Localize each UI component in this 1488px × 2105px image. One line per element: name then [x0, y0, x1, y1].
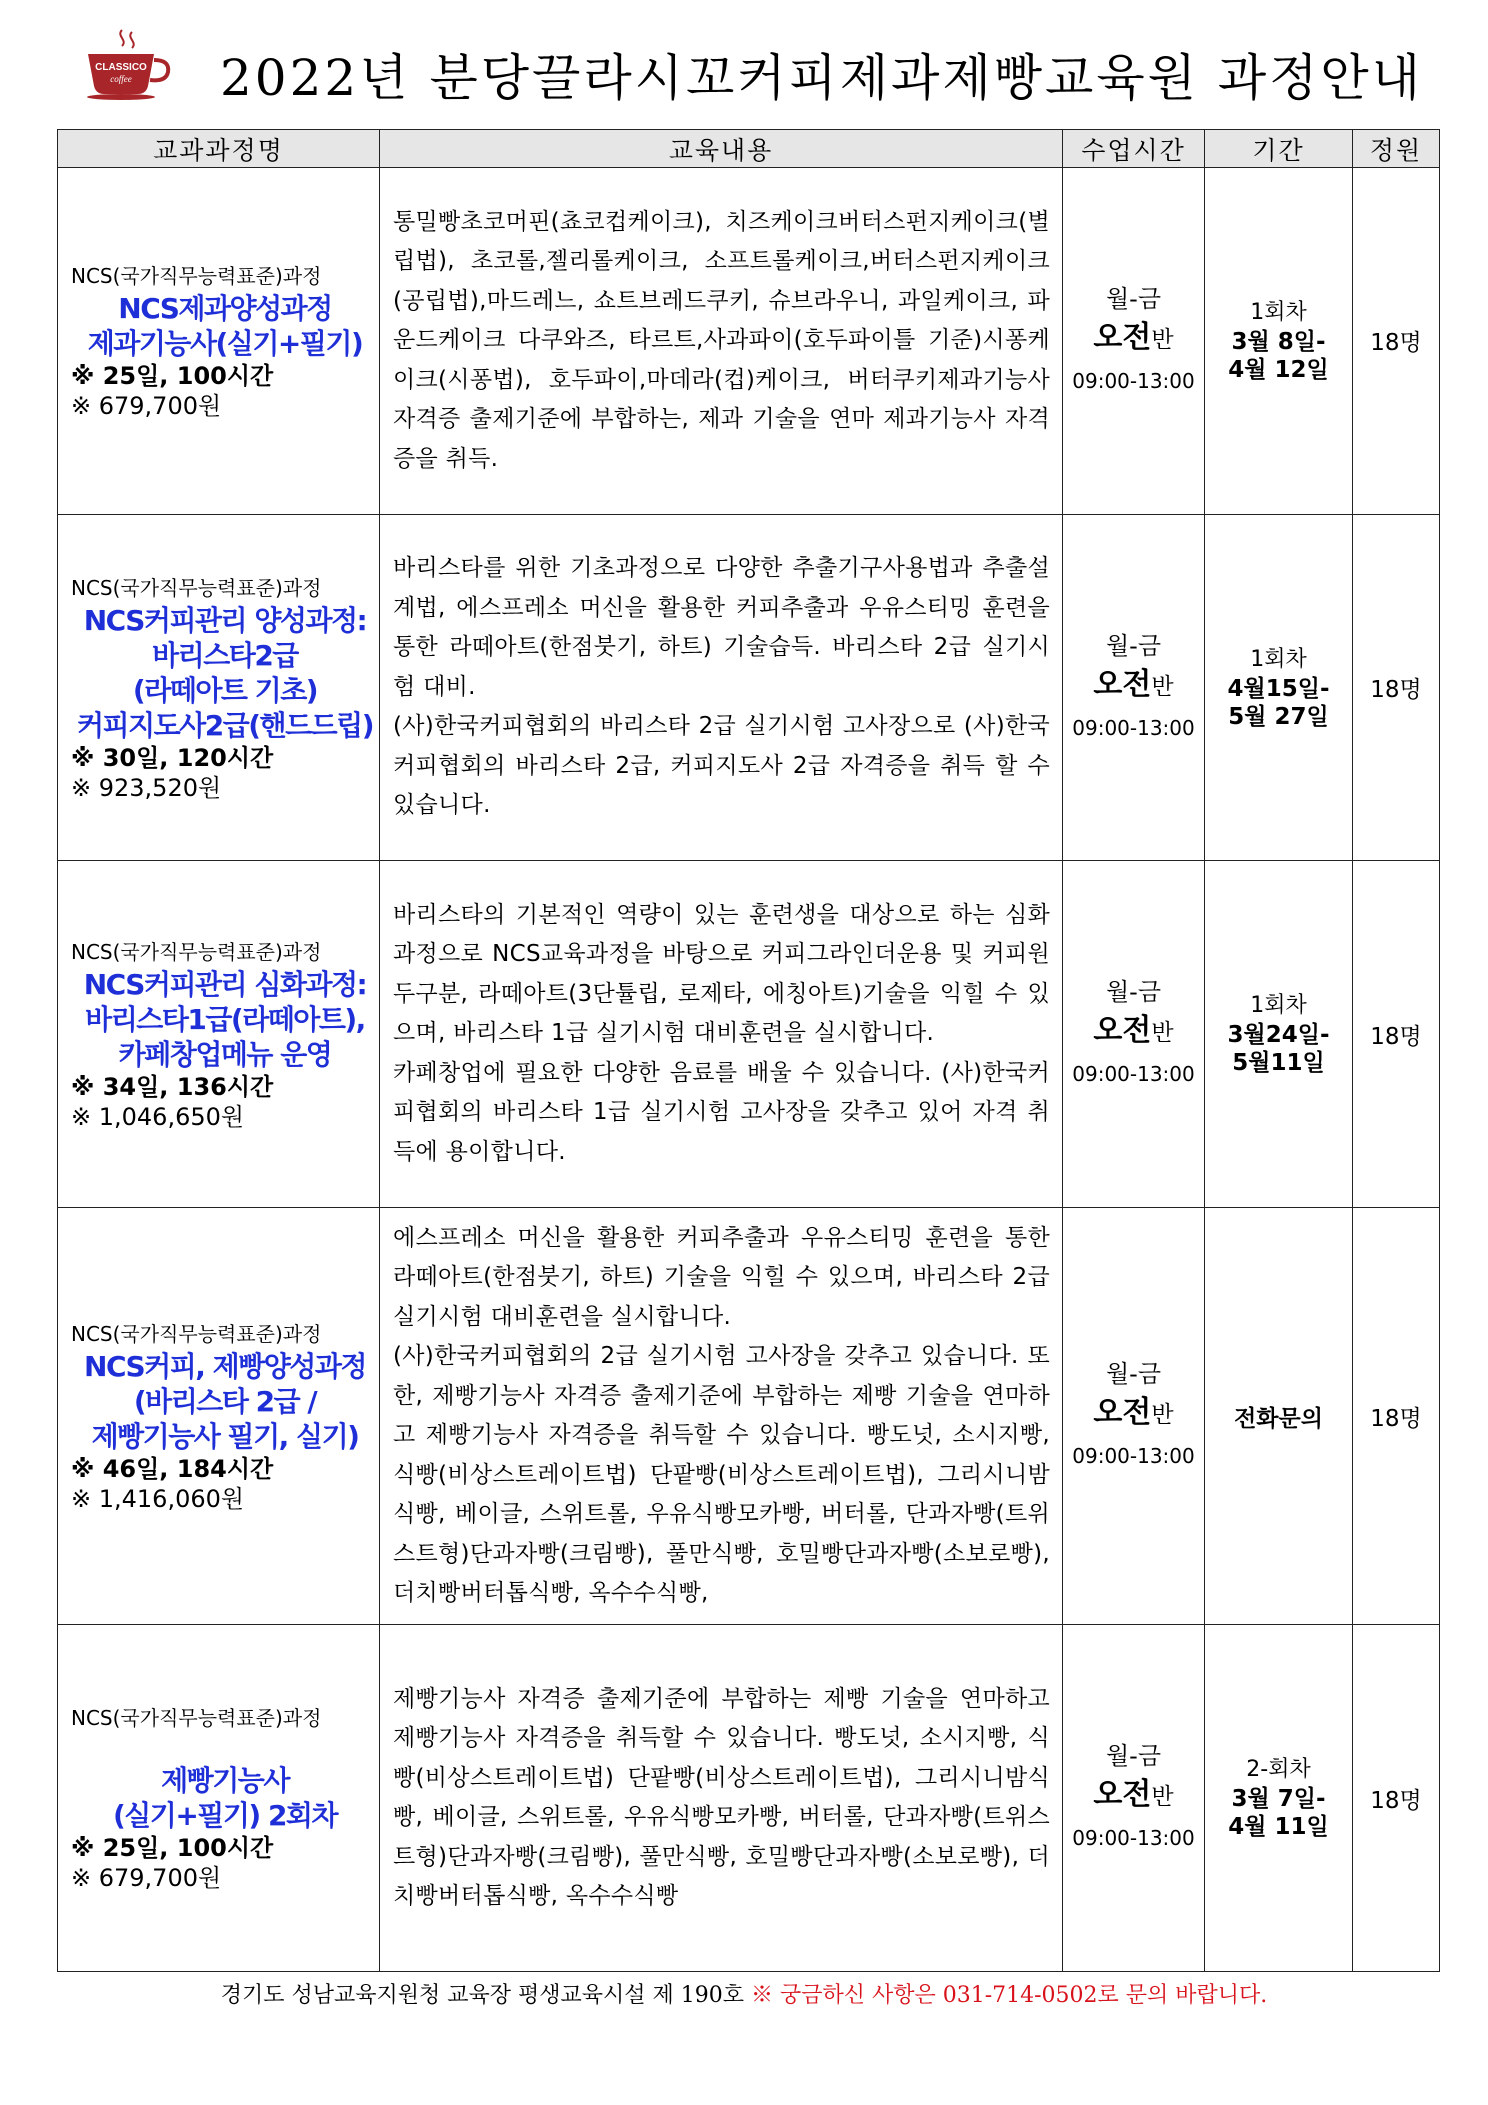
course-duration: ※ 30일, 120시간 — [71, 743, 274, 772]
course-title: 제빵기능사 (실기+필기) 2회차 — [112, 1764, 338, 1833]
course-name-cell — [58, 168, 380, 515]
course-title: NCS제과양성과정 제과기능사(실기+필기) — [87, 291, 363, 360]
course-table — [57, 129, 1440, 1972]
course-duration: ※ 34일, 136시간 — [71, 1072, 274, 1101]
course-description-cell — [380, 168, 1063, 515]
contact-note: ※ 궁금하신 사항은 031-714-0502로 문의 바랍니다. — [750, 1983, 1268, 2008]
phone-inquiry: 전화문의 — [1234, 1405, 1323, 1432]
course-round: 2-회차 — [1246, 1757, 1311, 1783]
class-session: 오전반 — [1093, 1777, 1174, 1813]
capacity-cell: 18명 — [1353, 514, 1440, 861]
capacity-cell: 18명 — [1353, 1625, 1440, 1972]
course-description-cell — [380, 514, 1063, 861]
course-round: 1회차 — [1250, 299, 1307, 325]
column-header-content: 교육내용 — [380, 130, 1063, 168]
table-row — [58, 1208, 1440, 1625]
course-price: ※ 1,416,060원 — [71, 1484, 245, 1513]
course-title: NCS커피관리 양성과정: 바리스타2급 (라떼아트 기초) 커피지도사2급(핸드드립) — [76, 603, 374, 742]
course-price: ※ 1,046,650원 — [71, 1102, 245, 1131]
course-duration: ※ 25일, 100시간 — [71, 361, 274, 390]
ncs-label: NCS(국가직무능력표준)과정 — [71, 1321, 322, 1346]
svg-text:coffee: coffee — [110, 74, 132, 84]
class-days: 월-금 — [1105, 631, 1162, 660]
course-title: NCS커피, 제빵양성과정 (바리스타 2급 / 제빵기능사 필기, 실기) — [84, 1349, 366, 1453]
course-dates: 3월24일- 5월11일 — [1227, 1022, 1330, 1077]
class-time-cell — [1063, 861, 1205, 1208]
table-row — [58, 1625, 1440, 1972]
course-description: 바리스타를 위한 기초과정으로 다양한 추출기구사용법과 추출설계법, 에스프레소 머신을 활용한 커피추출과 우유스티밍 훈련을 통한 라떼아트(한점붓기, 하트) 기술습득. 바리스타 2급 실기시험 대비. — [393, 555, 1050, 700]
period-cell — [1205, 514, 1353, 861]
class-hours: 09:00-13:00 — [1072, 368, 1195, 393]
page-title: 2022년 분당끌라시꼬커피제과제빵교육원 과정안내 — [220, 49, 1424, 107]
course-dates: 3월 7일- 4월 11일 — [1228, 1786, 1329, 1841]
course-round: 1회차 — [1250, 993, 1307, 1019]
period-cell — [1205, 168, 1353, 515]
ncs-label: NCS(국가직무능력표준)과정 — [71, 575, 322, 600]
class-hours: 09:00-13:00 — [1072, 1062, 1195, 1087]
classico-coffee-logo — [82, 28, 174, 102]
class-time-cell — [1063, 168, 1205, 515]
class-time-cell — [1063, 1208, 1205, 1625]
course-dates: 3월 8일- 4월 12일 — [1228, 328, 1329, 383]
ncs-label: NCS(국가직무능력표준)과정 — [71, 263, 322, 288]
course-dates: 4월15일- 5월 27일 — [1227, 675, 1330, 730]
class-session: 오전반 — [1093, 1395, 1174, 1431]
period-cell — [1205, 1625, 1353, 1972]
table-row — [58, 168, 1440, 515]
course-description: 바리스타의 기본적인 역량이 있는 훈련생을 대상으로 하는 심화과정으로 NCS교육과정을 바탕으로 커피그라인더운용 및 커피원두구분, 라떼아트(3단튤립, 로제타, 에칭아트)기술을 익힐 수 있으며, 바리스타 1급 실기시험 대비훈련을 실시합니다. — [393, 901, 1050, 1047]
course-description: 제빵기능사 자격증 출제기준에 부합하는 제빵 기술을 연마하고 제빵기능사 자격증을 취득할 수 있습니다. 빵도넛, 소시지빵, 식빵(비상스트레이트법) 단팥빵(비상스트레이트법), 그리시니밤식빵, 베이글, 스위트롤, 우유식빵모카빵, 버터롤, 단과자빵(트위스트형)단과자빵(크림빵), 풀만식빵, 호밀빵단과자빵(소보로빵), 더치빵버터톱식빵, 옥수수식빵 — [393, 1685, 1050, 1910]
class-days: 월-금 — [1105, 1360, 1162, 1389]
course-description-extra: (사)한국커피협회의 2급 실기시험 고사장을 갖추고 있습니다. 또한, 제빵기능사 자격증 출제기준에 부합하는 제빵 기술을 연마하고 제빵기능사 자격증을 취득할 수 있습니다. 빵도넛, 소시지빵, 식빵(비상스트레이트법) 단팥빵(비상스트레이트법), 그리시니밤식빵, 베이글, 스위트롤, 우유식빵모카빵, 버터롤, 단과자빵(트위스트형)단과자빵(크림빵), 풀만식빵, 호밀빵단과자빵(소보로빵), 더치빵버터톱식빵, 옥수수식빵, — [393, 1343, 1050, 1607]
course-name-cell — [58, 861, 380, 1208]
capacity-cell: 18명 — [1353, 861, 1440, 1208]
column-header-course-name: 교과과정명 — [58, 130, 380, 168]
course-name-cell — [58, 1625, 380, 1972]
column-header-period: 기간 — [1205, 130, 1353, 168]
course-description-extra: 카페창업에 필요한 다양한 음료를 배울 수 있습니다. (사)한국커피협회의 바리스타 1급 실기시험 고사장을 갖추고 있어 자격 취득에 용이합니다. — [393, 1059, 1050, 1165]
ncs-label: NCS(국가직무능력표준)과정 — [71, 939, 322, 964]
class-hours: 09:00-13:00 — [1072, 1826, 1195, 1851]
table-row — [58, 861, 1440, 1208]
class-session: 오전반 — [1093, 1013, 1174, 1049]
table-row — [58, 514, 1440, 861]
course-price: ※ 679,700원 — [71, 391, 222, 420]
ncs-label: NCS(국가직무능력표준)과정 — [71, 1706, 322, 1731]
course-description: 통밀빵초코머핀(쵸코컵케이크), 치즈케이크버터스펀지케이크(별립법), 초코롤,젤리롤케이크, 소프트롤케이크,버터스펀지케이크(공립법),마드레느, 쇼트브레드쿠키, 슈브라우니, 과일케이크, 파운드케이크 다쿠와즈, 타르트,사과파이(호두파이틀 기준)시퐁케이크(시퐁법), 호두파이,마데라(컵)케이크, 버터쿠키제과기능사 자격증 출제기준에 부합하는, 제과 기술을 연마 제과기능사 자격증을 취득. — [393, 208, 1050, 472]
course-description-cell — [380, 1208, 1063, 1625]
class-hours: 09:00-13:00 — [1072, 715, 1195, 740]
class-days: 월-금 — [1105, 284, 1162, 313]
class-days: 월-금 — [1105, 1742, 1162, 1771]
page-header — [0, 0, 1488, 125]
course-description-extra: (사)한국커피협회의 바리스타 2급 실기시험 고사장으로 (사)한국커피협회의 바리스타 2급, 커피지도사 2급 자격증을 취득 할 수 있습니다. — [393, 713, 1050, 819]
table-header-row — [58, 130, 1440, 168]
course-description-cell — [380, 861, 1063, 1208]
course-round: 1회차 — [1250, 646, 1307, 672]
course-duration: ※ 25일, 100시간 — [71, 1834, 274, 1863]
class-time-cell — [1063, 514, 1205, 861]
course-name-cell — [58, 514, 380, 861]
course-title: NCS커피관리 심화과정: 바리스타1급(라떼아트), 카페창업메뉴 운영 — [83, 967, 367, 1071]
course-name-cell — [58, 1208, 380, 1625]
column-header-capacity: 정원 — [1353, 130, 1440, 168]
period-cell — [1205, 1208, 1353, 1625]
capacity-cell: 18명 — [1353, 168, 1440, 515]
page-footer — [0, 1978, 1488, 2009]
course-duration: ※ 46일, 184시간 — [71, 1454, 274, 1483]
column-header-class-time: 수업시간 — [1063, 130, 1205, 168]
class-days: 월-금 — [1105, 978, 1162, 1007]
svg-text:CLASSICO: CLASSICO — [95, 62, 147, 73]
period-cell — [1205, 861, 1353, 1208]
course-price: ※ 923,520원 — [71, 773, 222, 802]
class-session: 오전반 — [1093, 319, 1174, 355]
class-time-cell — [1063, 1625, 1205, 1972]
registration-text: 경기도 성남교육지원청 교육장 평생교육시설 제 190호 — [220, 1983, 751, 2008]
class-session: 오전반 — [1093, 666, 1174, 702]
course-description-cell — [380, 1625, 1063, 1972]
capacity-cell: 18명 — [1353, 1208, 1440, 1625]
class-hours: 09:00-13:00 — [1072, 1444, 1195, 1469]
course-description: 에스프레소 머신을 활용한 커피추출과 우유스티밍 훈련을 통한 라떼아트(한점붓기, 하트) 기술을 익힐 수 있으며, 바리스타 2급 실기시험 대비훈련을 실시합니다. — [393, 1224, 1050, 1330]
course-price: ※ 679,700원 — [71, 1864, 222, 1893]
